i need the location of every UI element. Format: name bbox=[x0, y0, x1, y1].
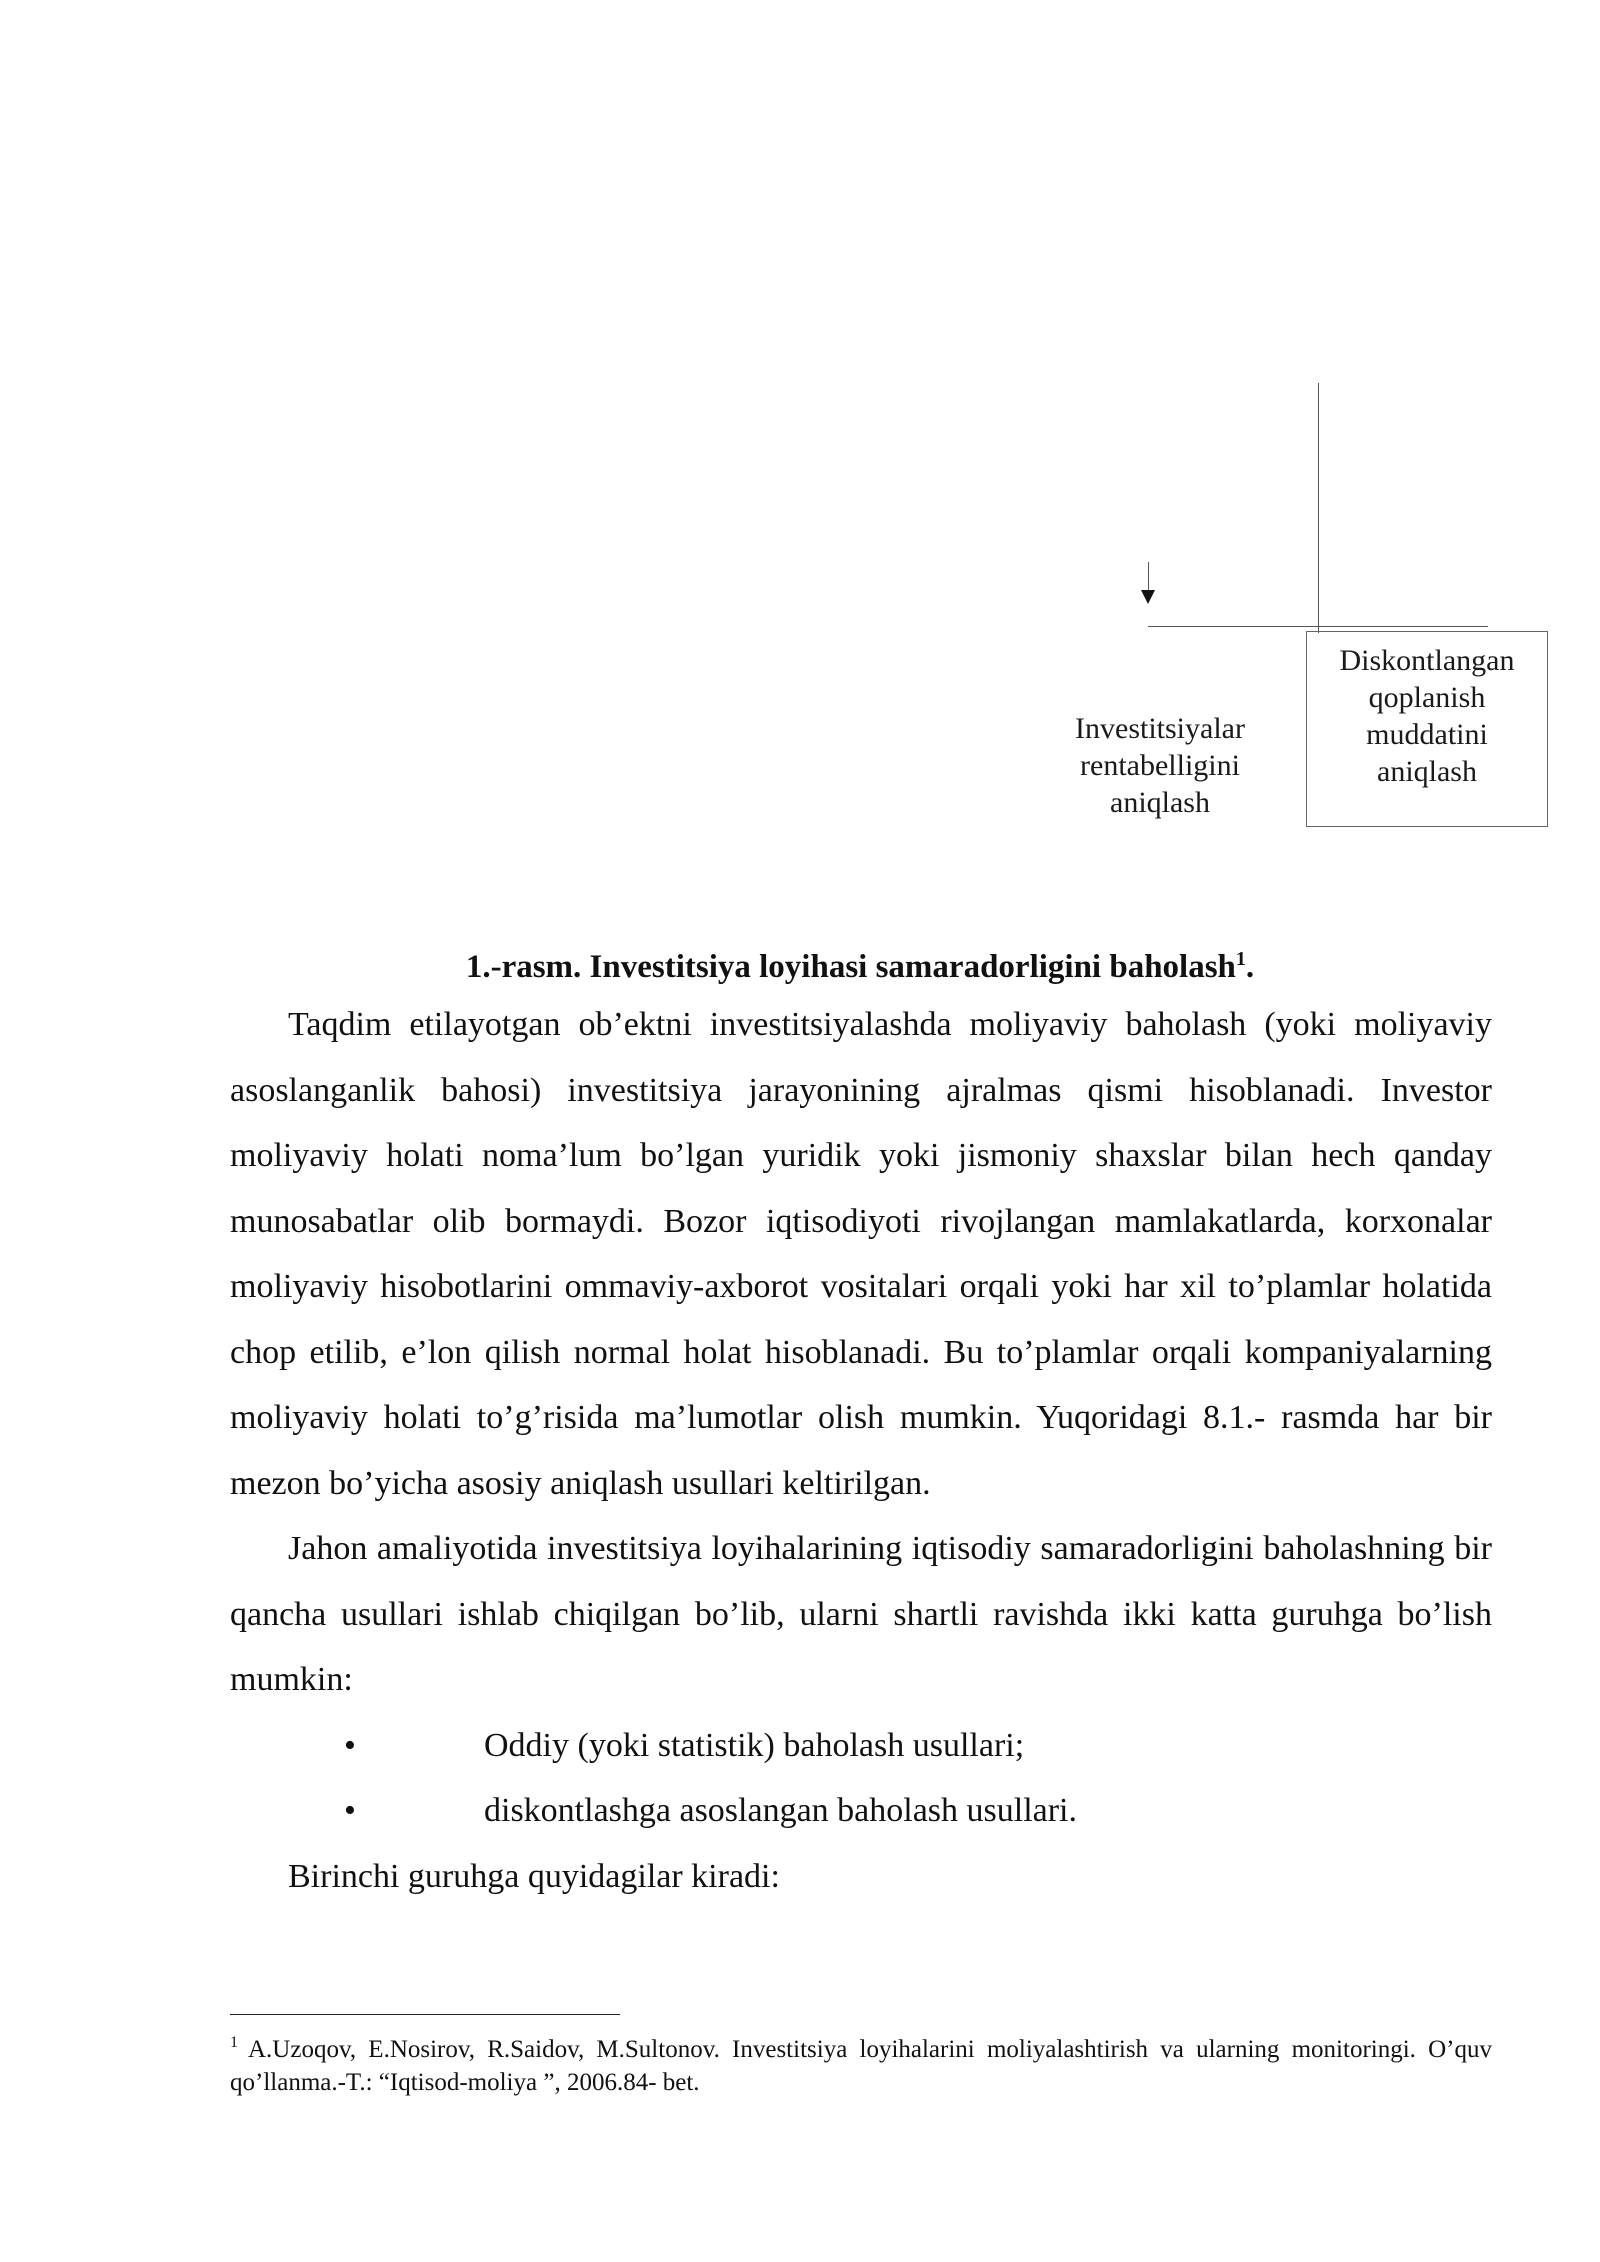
box-right-line: qoplanish bbox=[1368, 681, 1486, 714]
paragraph-1: Taqdim etilayotgan ob’ektni investitsiyalashda moliyaviy baholash (yoki moliyaviy asoslanganlik bahosi) investitsiya jarayonining ajralmas qismi hisoblanadi. Investor moliyaviy holati noma’lum bo’lgan yuridik yoki jismoniy shaxslar bilan hech qanday munosabatlar olib bormaydi. Bozor iqtisodiyoti rivojlangan mamlakatlarda, korxonalar moliyaviy hisobotlarini ommaviy-axborot vositalari orqali yoki har xil to’plamlar holatida chop etilib, e’lon qilish normal holat hisoblanadi. Bu to’plamlar orqali kompaniyalarning moliyaviy holati to’g’risida ma’lumotlar olish mumkin. Yuqoridagi 8.1.- rasmda har bir mezon bo’yicha asosiy aniqlash usullari keltirilgan. bbox=[230, 1006, 1492, 1502]
box-right-line: Diskontlangan bbox=[1339, 644, 1515, 677]
box-left-line: rentabelligini bbox=[1080, 749, 1240, 782]
figure-caption bbox=[230, 937, 1490, 989]
connector-horizontal bbox=[1148, 626, 1488, 627]
box-left-line: aniqlash bbox=[1110, 786, 1210, 819]
box-discounted-payback-label bbox=[1306, 642, 1548, 790]
bullet-dot-icon: • bbox=[344, 1792, 356, 1829]
box-investment-profitability bbox=[1040, 710, 1280, 821]
bullet-text-2: diskontlashga asoslangan baholash usullari. bbox=[484, 1792, 1078, 1829]
footnote bbox=[230, 2026, 1492, 2099]
bullet-text-1: Oddiy (yoki statistik) baholash usullari; bbox=[484, 1726, 1025, 1764]
footnote-text: A.Uzoqov, E.Nosirov, R.Saidov, M.Sultonov. Investitsiya loyihalarini moliyalashtirish va ularning monitoringi. O’quv qo’llanma.-T.: “Iqtisod-moliya ”, 2006.84- bet. bbox=[230, 2036, 1492, 2096]
footnote-mark: 1 bbox=[230, 2034, 238, 2051]
paragraph-3: Birinchi guruhga quyidagilar kiradi: bbox=[288, 1857, 780, 1895]
body-text bbox=[230, 992, 1492, 1909]
arrow-shaft bbox=[1148, 562, 1149, 590]
box-left-line: Investitsiyalar bbox=[1075, 712, 1245, 745]
caption-end: . bbox=[1245, 949, 1255, 985]
paragraph-2: Jahon amaliyotida investitsiya loyihalarining iqtisodiy samaradorligini baholashning bir qancha usullari ishlab chiqilgan bo’lib, ularni shartli ravishda ikki katta guruhga bo’lish mumkin: bbox=[230, 1530, 1492, 1698]
caption-text: 1.-rasm. Investitsiya loyihasi samaradorligini baholash bbox=[465, 949, 1236, 985]
caption-footnote-ref: 1 bbox=[1235, 948, 1246, 970]
bullet-item-2 bbox=[230, 1778, 1492, 1844]
footnote-divider bbox=[230, 2014, 620, 2015]
box-right-line: aniqlash bbox=[1377, 755, 1477, 788]
bullet-dot-icon: • bbox=[344, 1726, 356, 1764]
arrow-down-icon bbox=[1141, 590, 1155, 604]
bullet-item-1 bbox=[230, 1713, 1492, 1779]
connector-vertical-right bbox=[1318, 383, 1319, 633]
box-right-line: muddatini bbox=[1366, 718, 1488, 751]
